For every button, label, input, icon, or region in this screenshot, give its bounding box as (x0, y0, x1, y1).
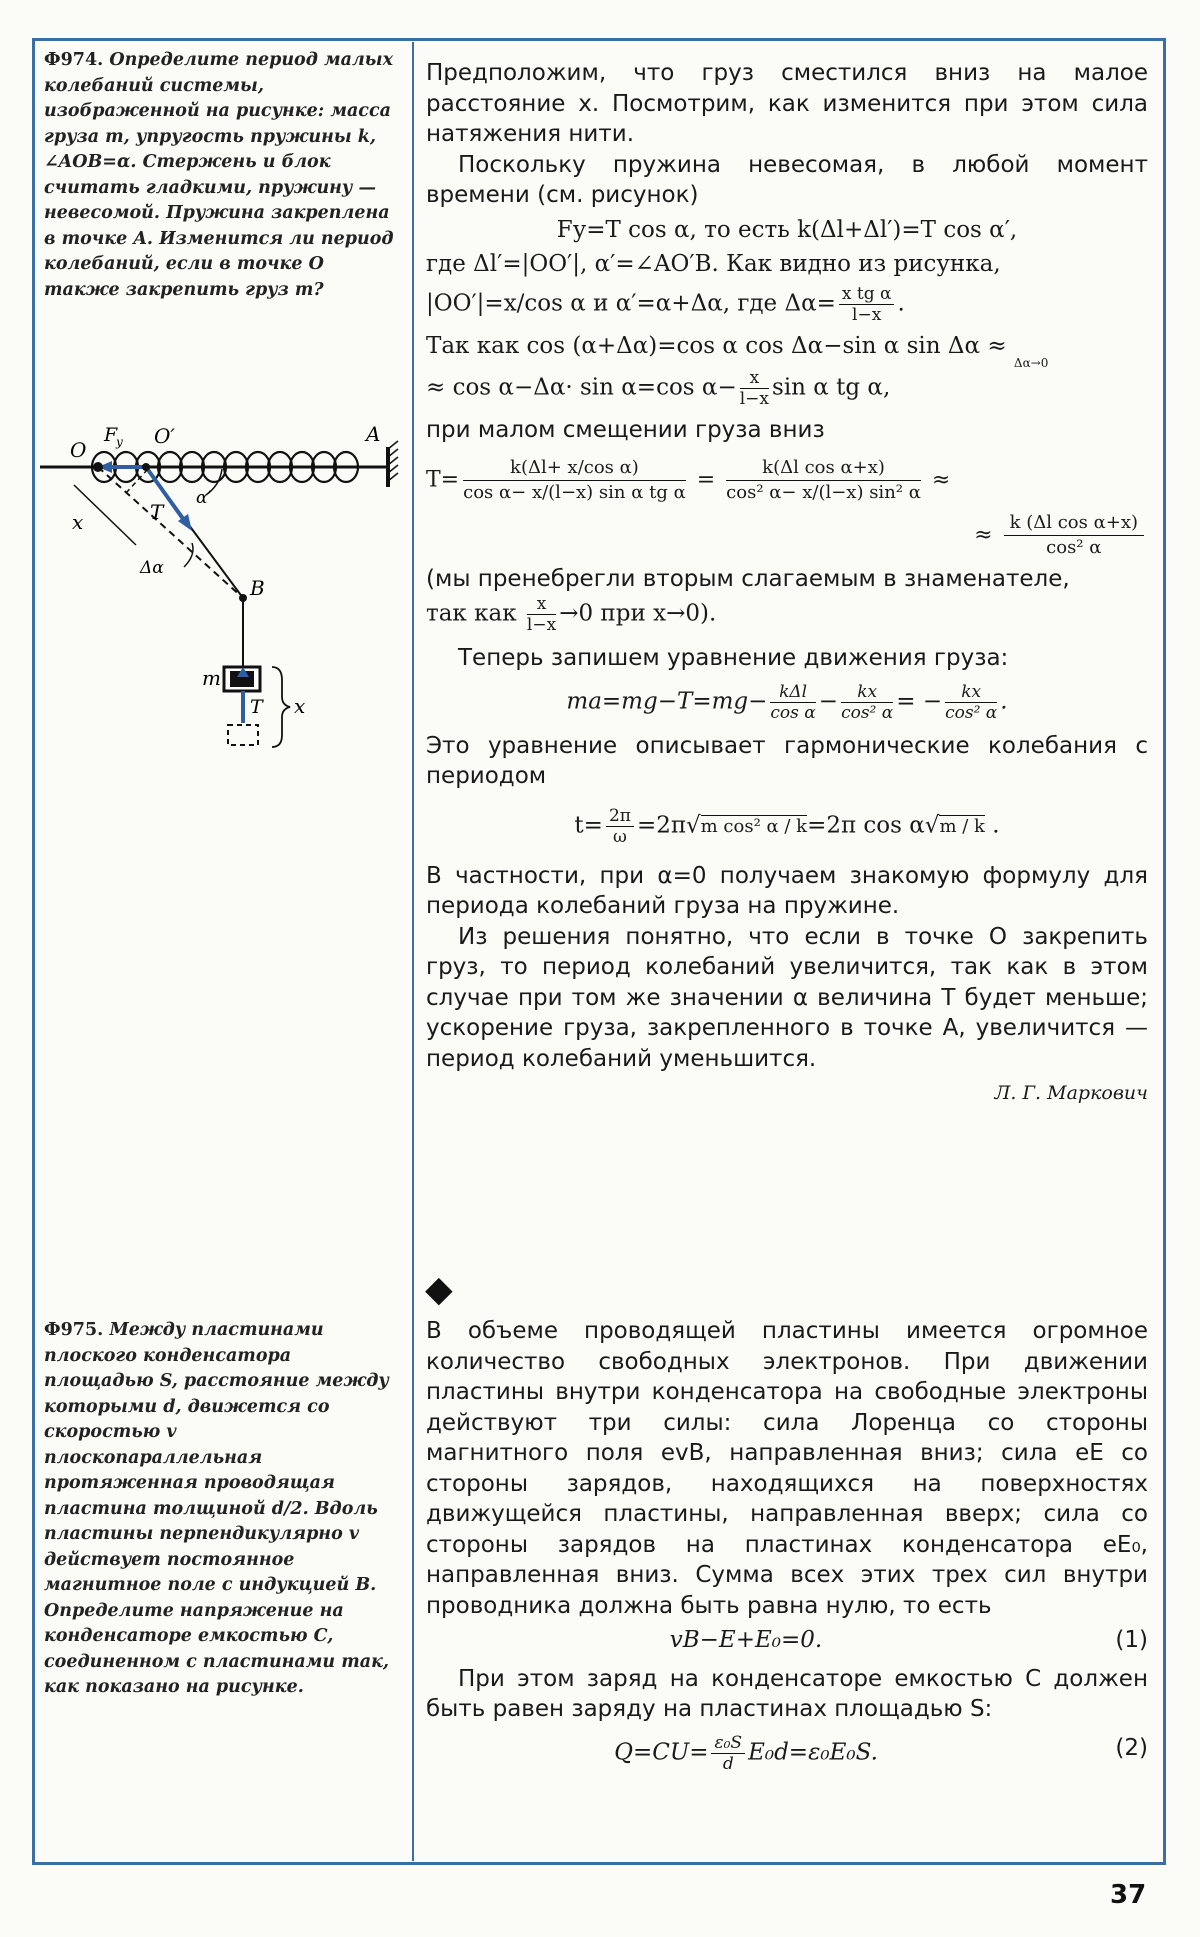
sol974-p9: Теперь запишем уравнение движения груза: (458, 645, 1009, 671)
sol974-p5b: sin α tg α, (772, 374, 891, 401)
frac-x2-top: x (527, 594, 556, 615)
eqm-d2: cos² α (841, 702, 894, 723)
eqm-frac2 (841, 682, 893, 723)
solution-marker-diamond: ◆ (425, 1269, 453, 1310)
angle-arc-dalpha (184, 543, 193, 567)
label-O1: O′ (154, 424, 175, 448)
eqp-mid2: =2π cos α (807, 812, 925, 838)
eqT-lhs: T= (426, 467, 460, 492)
sol975-eq2b: E₀d=ε₀E₀S. (748, 1739, 878, 1765)
sol975-eq1-line (426, 1625, 1148, 1656)
point-O1 (142, 463, 150, 471)
sol975-eq2-d: d (722, 1753, 734, 1774)
label-O: O (70, 438, 87, 462)
problem-974-label: Ф974. (44, 50, 104, 70)
sol974-p3a: где Δl′=|OO′|, α′=∠AO′B. Как видно из рисунка, (426, 251, 1001, 277)
problem-975-text: Между пластинами плоского конденсатора площадью S, расстояние между которыми d, движется со скоростью v плоскопараллельная протяженная проводящая пластина толщиной d/2. Вдоль пластины перпендикулярно v действует постоянное магнитное поле с индукцией B. Определите напряжение на конденсаторе емкостью C, соединенном с пластинами так, как показано на рисунке. (44, 1320, 390, 1697)
eqm-n1: kΔl (770, 682, 815, 703)
eqm-frac3 (945, 682, 997, 723)
eqp-n1: 2π (606, 806, 634, 827)
spring-pendulum-figure (36, 405, 406, 775)
sol974-p1: Предположим, что груз сместился вниз на малое расстояние x. Посмотрим, как изменится при этом сила натяжения нити. (426, 60, 1148, 147)
eqm-frac1 (770, 682, 815, 723)
eq-motion-lhs: ma=mg−T=mg− (566, 688, 768, 714)
sol974-p2: Поскольку пружина невесомая, в любой момент времени (см. рисунок) (426, 151, 1148, 208)
eqm-d1: cos α (770, 702, 816, 723)
problem-974-statement (44, 48, 394, 303)
sol975-eq2-frac (711, 1733, 745, 1774)
sol975-eq2-n: ε₀S (711, 1733, 745, 1754)
sol974-p8-line (426, 594, 1148, 635)
problem-975-statement (44, 1318, 394, 1701)
label-Fy: F (104, 424, 118, 446)
sol974-p8b: →0 при x→0). (559, 600, 717, 627)
label-alpha1: α′ (196, 488, 212, 508)
eqm-d3: cos² α (945, 702, 998, 723)
solution-975 (426, 1316, 1148, 1774)
eqT-d2: cos² α− x/(l−x) sin² α (726, 481, 921, 503)
sol974-p4: Так как cos (α+Δα)=cos α cos Δα−sin α sin Δα ≈ (426, 332, 1007, 359)
sol974-eq-motion: ma=mg−T=mg− $\frac{\text{kΔl}}{\text{cos α}}$ − $\frac{kx}{\text{cos² α}}$ = − $\frac{kx}{\text{cos² α}}$ . (566, 681, 1008, 723)
label-Fy-sub: у (116, 435, 123, 449)
eqm-n3: kx (945, 682, 997, 703)
eqp-d1: ω (613, 826, 627, 847)
sol974-p12: Из решения понятно, что если в точке O закрепить груз, то период колебаний увеличится, так как в этом случае при том же значении α величина T будет меньше; ускорение груза, закрепленного в точке A, увеличится — период колебаний уменьшится. (426, 923, 1148, 1072)
eqm-mid: = − (896, 688, 943, 714)
eqT-d1: cos α− x/(l−x) sin α tg α (463, 481, 686, 503)
label-A: A (366, 422, 381, 446)
label-T-lower: T (250, 696, 263, 718)
label-dalpha: Δα (140, 558, 164, 578)
point-O (93, 462, 103, 472)
problem-975-label: Ф975. (44, 1320, 104, 1340)
sol974-eq-period: t= $\frac{2\pi}{\omega}$ =2π√m cos² α / k=2π cos α√m / k . (574, 805, 1000, 847)
frac-dalpha-bot: l−x (852, 304, 882, 325)
frac-x (740, 368, 769, 409)
column-divider (412, 42, 414, 1861)
eqp-lhs: t= (574, 812, 603, 838)
sol975-eq1-num: (1) (1115, 1627, 1148, 1653)
frac-x2 (527, 594, 556, 635)
frac-x2-bot: l−x (526, 615, 557, 635)
sol974-p7: (мы пренебрегли вторым слагаемым в знаменателе, (426, 565, 1070, 592)
eqp-frac1 (606, 806, 634, 847)
sol974-p5a: ≈ cos α−Δα· sin α=cos α− (426, 374, 737, 401)
sol975-eq2a: Q=CU= (614, 1739, 709, 1765)
eqp-sqrt1: m cos² α / k (700, 816, 808, 837)
sol975-p2: При этом заряд на конденсаторе емкостью C должен быть равен заряду на пластинах площадью S: (426, 1665, 1148, 1722)
label-m: m (202, 666, 221, 690)
sol975-eq1: vB−E+E₀=0. (669, 1627, 823, 1653)
sol974-p4-line (426, 331, 1148, 370)
label-T-upper: T (150, 500, 164, 524)
x-brace (272, 667, 290, 747)
sol974-p6: при малом смещении груза вниз (426, 417, 825, 443)
thread-dashed (98, 467, 243, 598)
page-number: 37 (1110, 1880, 1147, 1910)
approx-sub: Δα→0 (1013, 355, 1049, 370)
solution-974 (426, 58, 1148, 1109)
label-B: B (250, 576, 265, 600)
label-x-left: x (72, 510, 84, 534)
eqT-frac1 (463, 456, 686, 505)
sol974-eqT-line2: ≈ $\frac{\text{k (Δl cos α+x)}}{\text{cos² α}}$ (426, 511, 1148, 560)
sol974-p8a: так как (426, 600, 517, 627)
displaced-mass (228, 725, 258, 745)
eqT-frac3 (1004, 511, 1144, 560)
sol975-eq2-line (426, 1733, 1148, 1774)
frac-x-bot: l−x (739, 389, 770, 409)
sol974-p3-line: |OO′|=x/cos α и α′=α+Δα, где Δα= $\frac{\text{x tg α}}{l-x}$ . (426, 283, 905, 325)
eqp-mid1: =2π (636, 812, 686, 838)
label-x-right: x (294, 694, 306, 718)
eqT-n1: k(Δl+ x/cos α) (463, 456, 686, 481)
eqT-n2: k(Δl cos α+x) (726, 456, 921, 481)
sol975-eq2-num: (2) (1115, 1734, 1148, 1761)
sol974-eq1: Fу=T cos α, то есть k(Δl+Δl′)=T cos α′, (556, 216, 1018, 243)
eqm-n2: kx (841, 682, 893, 703)
eqT-frac2 (726, 456, 921, 505)
sol974-p11: В частности, при α=0 получаем знакомую формулу для периода колебаний груза на пружине. (426, 862, 1148, 919)
sol975-p1: В объеме проводящей пластины имеется огромное количество свободных электронов. При движении пластины внутри конденсатора на свободные электроны действуют три силы: сила Лоренца со стороны магнитного поля evB, направленная вниз; сила eE со стороны зарядов, находящихся на поверхностях движущейся пластины, направленная вверх; сила со стороны зарядов на пластинах конденсатора eE₀, направленная вниз. Сумма всех этих трех сил внутри проводника должна быть равна нулю, то есть (426, 1318, 1148, 1619)
eqT-n3: k (Δl cos α+x) (1004, 511, 1144, 536)
author-signature: Л. Г. Маркович (994, 1082, 1148, 1104)
problem-974-text: Определите период малых колебаний системы, изображенной на рисунке: масса груза m, упругость пружины k, ∠AOB=α. Стержень и блок считать гладкими, пружину — невесомой. Пружина закреплена в точке A. Изменится ли период колебаний, если в точке O также закрепить груз m? (44, 50, 394, 300)
sol974-p3b: |OO′|=x/cos α и α′=α+Δα, где Δα= (426, 290, 836, 316)
frac-x-top: x (740, 368, 769, 389)
eqp-sqrt2: m / k (939, 816, 985, 837)
frac-dalpha (839, 284, 895, 325)
eqT-d3: cos² α (1046, 536, 1102, 558)
sol974-p5-line (426, 368, 1148, 409)
sol974-eqT-line1: T= $\frac{\text{k(Δl+ x/cos α)}}{\text{cos α− x/(l−x) sin α tg α}}$ = $\frac{\text{k(Δl cos α+x)}}{\text{cos² α− x/(l−x) sin² α}}$ ≈ (426, 456, 951, 503)
sol975-eq2 (426, 1733, 1066, 1774)
frac-dalpha-top: x tg α (839, 284, 895, 305)
sol974-p10: Это уравнение описывает гармонические колебания с периодом (426, 732, 1148, 789)
